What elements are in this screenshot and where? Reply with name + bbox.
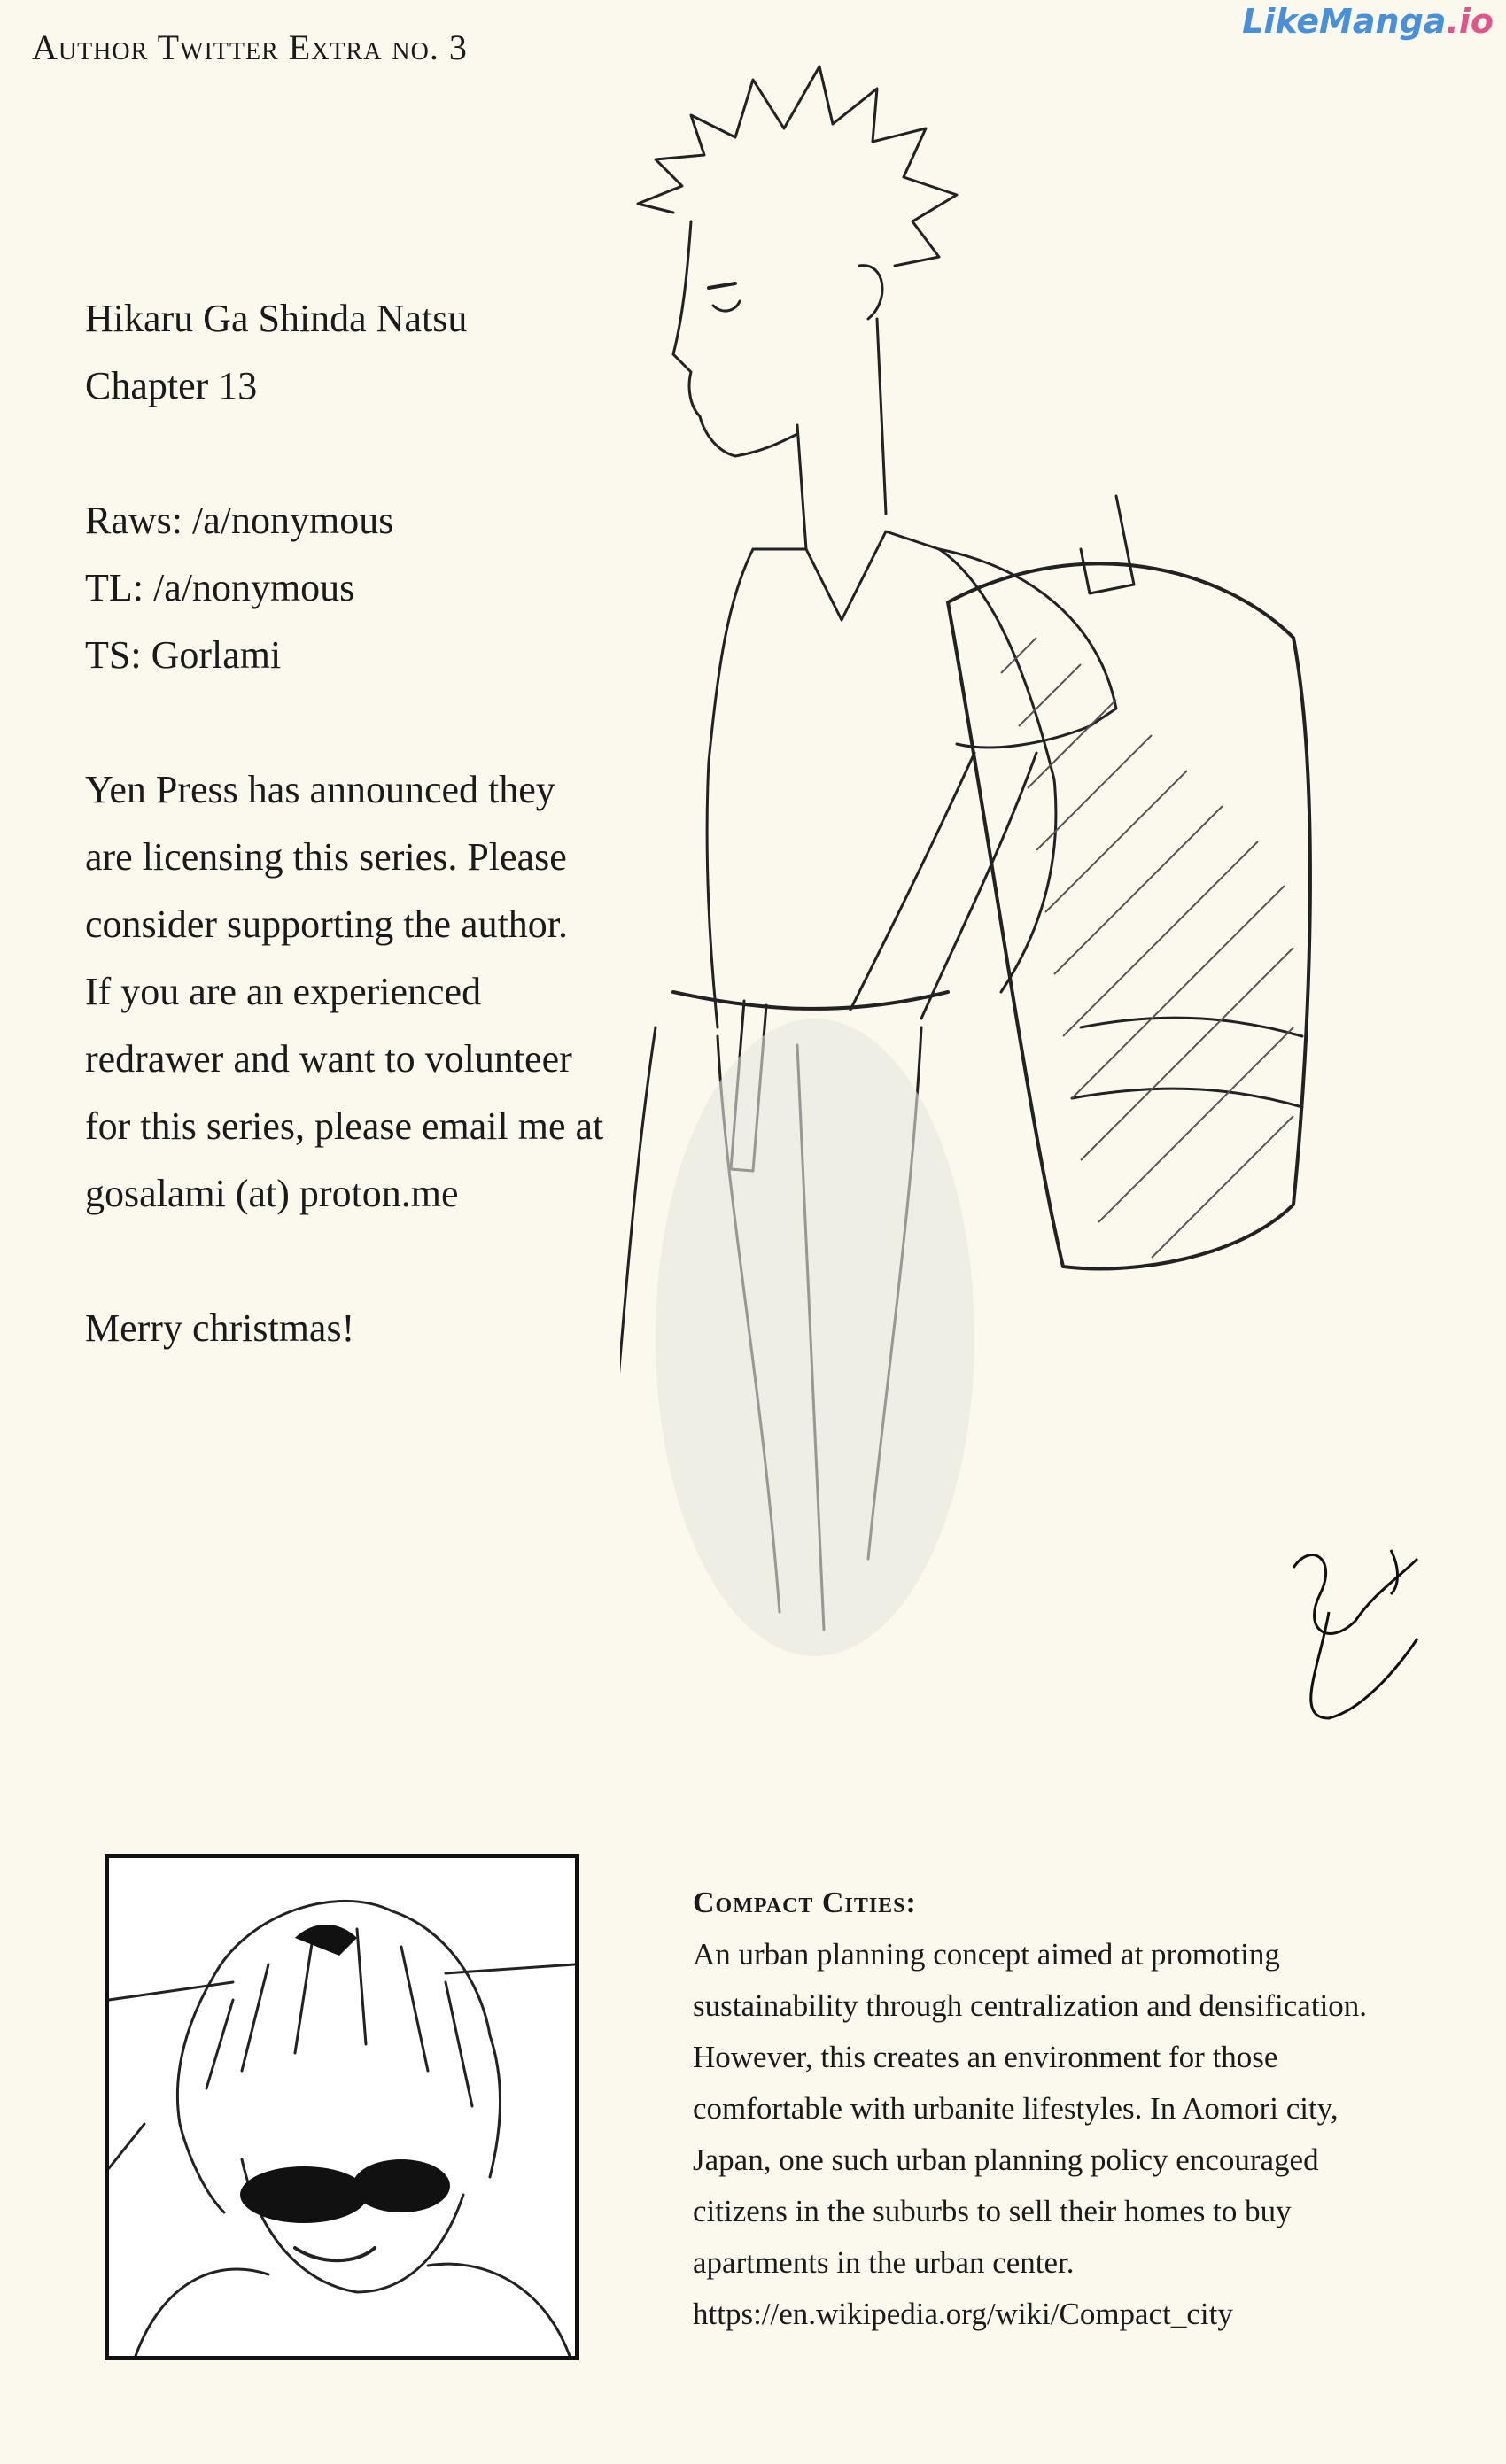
message-line: Yen Press has announced they xyxy=(85,768,555,811)
sidebar-line: comfortable with urbanite lifestyles. In Aomori city, xyxy=(693,2091,1339,2126)
manga-panel xyxy=(105,1854,579,2360)
sidebar-line: sustainability through centralization and densification. xyxy=(693,1988,1368,2023)
closing-message: Merry christmas! xyxy=(85,1306,355,1350)
sidebar-title: Compact Cities: xyxy=(693,1887,917,1919)
author-signature xyxy=(1293,1550,1417,1718)
message-line: gosalami (at) proton.me xyxy=(85,1172,459,1215)
message-line: If you are an experienced xyxy=(85,970,482,1013)
message-line: are licensing this series. Please xyxy=(85,835,567,879)
message-line: for this series, please email me at xyxy=(85,1104,604,1148)
sidebar-note xyxy=(693,1878,1472,2340)
page-title: Author Twitter Extra no. 3 xyxy=(32,27,468,67)
message-line: consider supporting the author. xyxy=(85,903,569,946)
credits-block xyxy=(85,285,670,1362)
credit-tl: TL: /a/nonymous xyxy=(85,566,355,609)
sidebar-line: An urban planning concept aimed at promoting xyxy=(693,1937,1280,1972)
sidebar-line: citizens in the suburbs to sell their homes to buy xyxy=(693,2194,1292,2228)
sidebar-line: apartments in the urban center. xyxy=(693,2245,1075,2280)
sidebar-line: Japan, one such urban planning policy encouraged xyxy=(693,2142,1319,2177)
series-title: Hikaru Ga Shinda Natsu xyxy=(85,297,468,340)
message-line: redrawer and want to volunteer xyxy=(85,1037,572,1081)
boy-illustration xyxy=(620,53,1471,1789)
credit-raws: Raws: /a/nonymous xyxy=(85,499,394,542)
chapter-number: Chapter 13 xyxy=(85,364,258,407)
sidebar-line: However, this creates an environment for those xyxy=(693,2040,1278,2074)
wikipedia-link[interactable]: https://en.wikipedia.org/wiki/Compact_city xyxy=(693,2297,1233,2331)
site-watermark: LikeManga.io xyxy=(1242,2,1494,41)
credit-ts: TS: Gorlami xyxy=(85,633,282,677)
